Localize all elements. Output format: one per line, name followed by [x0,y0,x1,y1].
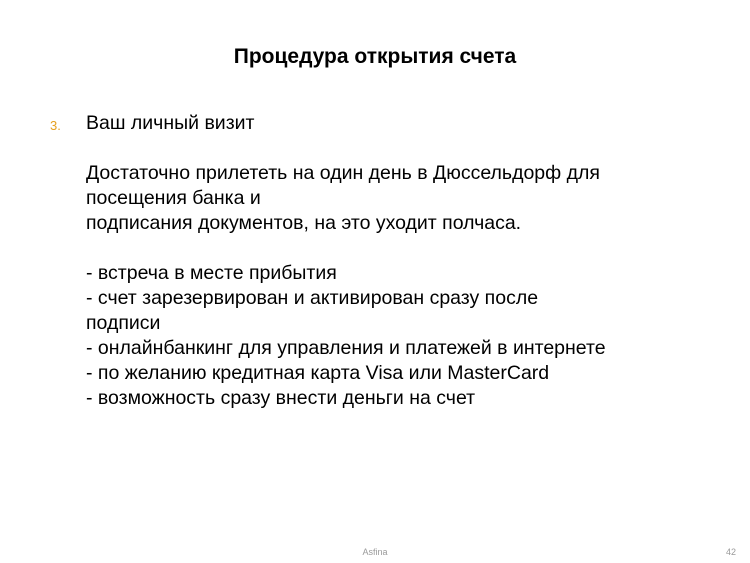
slide-body [86,111,736,411]
bullet-line: - онлайнбанкинг для управления и платежей в интернете [86,337,606,359]
paragraph-line: подписания документов, на это уходит полчаса. [86,212,522,234]
footer-brand: Asfina [362,547,388,557]
bullet-line: - возможность сразу внести деньги на счет [86,387,476,409]
spacer [86,236,736,261]
paragraph-line: посещения банка и [86,187,261,209]
bullet-line: - счет зарезервирован и активирован сразу после [86,287,539,309]
bullet-line: - встреча в месте прибытия [86,262,337,284]
bullet-line: - по желанию кредитная карта Visa или MasterCard [86,362,550,384]
list-item-number: 3. [50,118,61,133]
spacer [86,136,736,161]
item-heading: Ваш личный визит [86,112,255,134]
paragraph-line: Достаточно прилететь на один день в Дюссельдорф для [86,162,600,184]
bullet-line: подписи [86,312,161,334]
page-number: 42 [725,547,736,557]
slide-title: Процедура открытия счета [233,45,517,68]
